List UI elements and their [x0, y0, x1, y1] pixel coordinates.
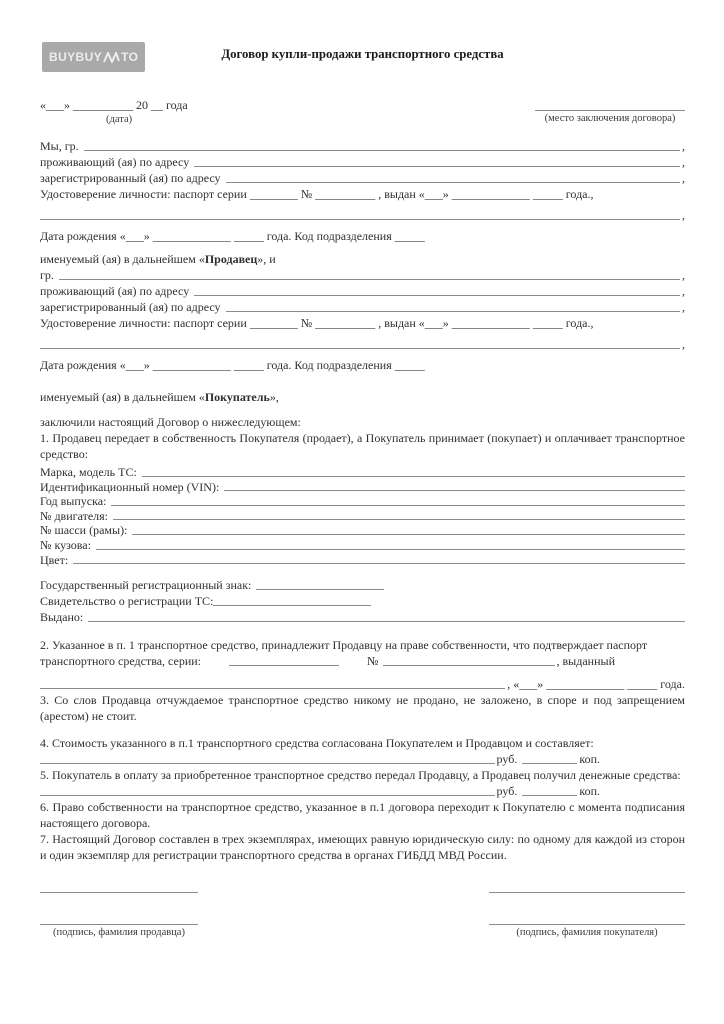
vin-blank: [224, 489, 685, 491]
buyer-registered-blank: [226, 310, 680, 312]
issued-label: Выдано:: [40, 610, 84, 625]
residing-label: проживающий (ая) по адресу: [40, 155, 190, 169]
date-blank-text: «___» __________ 20 __ года: [40, 98, 188, 112]
clause-5-amount-row: [40, 783, 600, 799]
buyer-intro-label: гр.: [40, 268, 54, 282]
color-label: Цвет:: [40, 552, 69, 567]
trailing-comma: ,: [682, 139, 685, 153]
buyer-naming-row: [40, 389, 685, 405]
clause-2-line1: 2. Указанное в п. 1 транспортное средство, принадлежит Продавцу на праве собственности, что подтверждает паспорт: [40, 638, 648, 653]
residing-label: проживающий (ая) по адресу: [40, 284, 190, 298]
place-field: [535, 97, 685, 125]
naming-prefix: именуемый (ая) в дальнейшем «: [40, 390, 205, 404]
registered-label: зарегистрированный (ая) по адресу: [40, 300, 221, 314]
logo-text-right: TO: [121, 50, 139, 64]
vehicle-field-row: [40, 538, 685, 553]
vehicle-field-row: [40, 553, 685, 568]
engine-no-label: № двигателя:: [40, 508, 108, 523]
seller-name-blank: [84, 149, 680, 151]
year-label: Год выпуска:: [40, 494, 107, 509]
place-caption: (место заключения договора): [544, 113, 676, 124]
document-title: Договор купли-продажи транспортного средства: [221, 47, 504, 61]
logo-av-chevron-icon: [103, 52, 120, 63]
make-model-label: Марка, модель ТС:: [40, 465, 137, 479]
buyer-signature-line-1: [489, 892, 685, 893]
buyer-name-row: [40, 267, 685, 283]
date-field: [40, 97, 188, 126]
body-no-blank: [96, 548, 685, 550]
issued-by-label: , выданный: [556, 654, 615, 669]
seller-identity-row: Удостоверение личности: паспорт серии ________ № __________ , выдан «___» _____________ _____ года.,: [40, 187, 594, 201]
rub-label: руб.: [496, 784, 518, 799]
naming-prefix: именуемый (ая) в дальнейшем «: [40, 252, 205, 266]
vehicle-field-row: [40, 494, 685, 509]
clause-7-text: 7. Настоящий Договор составлен в трех экземплярах, имеющих равную юридическую силу: по одному для каждой из сторон и один экземпляр для регистрации транспортного средства в органах ГИБДД МВД России.: [40, 832, 685, 863]
buyer-signature-block: [489, 878, 685, 939]
buyer-signature-caption: (подпись, фамилия покупателя): [516, 927, 658, 939]
amount-blank: [40, 794, 495, 796]
reg-cert-blank: [213, 604, 371, 606]
series-blank: [229, 664, 339, 666]
year-blank: [111, 504, 685, 506]
vehicle-fields: [40, 465, 685, 567]
issuer-blank: [40, 687, 505, 689]
seller-signature-line-1: [40, 892, 198, 893]
trailing-comma: ,: [682, 208, 685, 222]
vehicle-field-row: [40, 509, 685, 524]
seller-registered-blank: [226, 181, 680, 183]
reg-cert-row: [40, 593, 685, 609]
seller-address-blank: [194, 165, 680, 167]
clause-4-amount-row: [40, 751, 600, 767]
trailing-comma: ,: [682, 155, 685, 169]
kopeck-blank: [522, 762, 577, 764]
seller-signature-block: [40, 878, 198, 939]
seller-naming-row: [40, 251, 685, 267]
trailing-comma: ,: [682, 300, 685, 314]
seller-term: Продавец: [204, 252, 258, 266]
reg-plate-blank: [256, 588, 384, 590]
clause-4-text: 4. Стоимость указанного в п.1 транспортного средства согласована Покупателем и Продавцом и составляет:: [40, 736, 594, 751]
series-label: транспортного средства, серии:: [40, 654, 201, 669]
seller-birth-row: Дата рождения «___» _____________ _____ года. Код подразделения _____: [40, 229, 425, 243]
buyer-registered-row: [40, 299, 685, 315]
buyer-name-blank: [59, 278, 680, 280]
vin-label: Идентификационный номер (VIN):: [40, 479, 220, 494]
preamble: заключили настоящий Договор о нижеследующем:: [40, 415, 301, 429]
date-and-place-row: [40, 97, 685, 126]
seller-signature-caption: (подпись, фамилия продавца): [53, 927, 185, 939]
seller-intro-label: Мы, гр.: [40, 139, 79, 153]
vehicle-field-row: [40, 480, 685, 495]
naming-suffix: », и: [257, 252, 276, 266]
buyer-address-row: [40, 283, 685, 299]
vehicle-field-row: [40, 465, 685, 480]
place-blank-line: [535, 97, 685, 111]
buyer-identity-row: Удостоверение личности: паспорт серии ________ № __________ , выдан «___» _____________ _____ года.,: [40, 316, 594, 330]
seller-identity-extra-row: [40, 207, 685, 223]
engine-no-blank: [113, 518, 685, 520]
number-sign: №: [367, 654, 379, 669]
kop-label: коп.: [579, 752, 600, 767]
buyer-address-blank: [194, 294, 680, 296]
seller-name-row: [40, 138, 685, 154]
buyer-signature-line-2: [489, 924, 685, 925]
make-model-blank: [142, 475, 685, 477]
reg-cert-label: Свидетельство о регистрации ТС:: [40, 594, 214, 609]
registered-label: зарегистрированный (ая) по адресу: [40, 171, 221, 185]
buyer-identity-extra-row: [40, 336, 685, 352]
clause-2-series-row: [40, 653, 615, 669]
body-no-label: № кузова:: [40, 537, 91, 552]
kop-label: коп.: [579, 784, 600, 799]
chassis-no-blank: [132, 533, 685, 535]
logo-text-left: BUYBUY: [49, 50, 103, 64]
reg-plate-row: [40, 577, 685, 593]
buyer-birth-row: Дата рождения «___» _____________ _____ года. Код подразделения _____: [40, 358, 425, 372]
reg-plate-label: Государственный регистрационный знак:: [40, 578, 252, 593]
naming-suffix: »,: [269, 390, 279, 404]
date-caption: (дата): [106, 114, 133, 125]
clause-5-text: 5. Покупатель в оплату за приобретенное транспортное средство передал Продавцу, а Продавец получил денежные средства:: [40, 768, 681, 783]
rub-label: руб.: [496, 752, 518, 767]
chassis-no-label: № шасси (рамы):: [40, 523, 128, 538]
trailing-comma: ,: [682, 268, 685, 282]
issued-row: [40, 609, 685, 625]
passport-number-blank: [383, 664, 554, 666]
signatures-row: [40, 878, 685, 939]
issued-blank: [88, 620, 685, 622]
trailing-comma: ,: [682, 284, 685, 298]
clause-1-text: 1. Продавец передает в собственность Покупателя (продает), а Покупатель принимает (покупает) и оплачивает транспортное средство:: [40, 431, 685, 461]
buybuyavto-logo: [42, 42, 145, 72]
color-blank: [73, 562, 685, 564]
seller-identity-blank: [40, 218, 680, 220]
seller-address-row: [40, 154, 685, 170]
vehicle-field-row: [40, 523, 685, 538]
seller-signature-line-2: [40, 924, 198, 925]
buyer-term: Покупатель: [204, 390, 270, 404]
seller-registered-row: [40, 170, 685, 186]
amount-blank: [40, 762, 495, 764]
clause-3-text: 3. Со слов Продавца отчуждаемое транспортное средство никому не продано, не заложено, в споре и под запрещением (арестом) не стоит.: [40, 693, 685, 724]
document-header: [40, 42, 685, 76]
trailing-comma: ,: [682, 171, 685, 185]
kopeck-blank: [522, 794, 577, 796]
trailing-comma: ,: [682, 337, 685, 351]
issue-date-text: , «___» _____________ _____ года.: [507, 677, 685, 692]
clause-2-issuer-row: [40, 676, 685, 692]
clause-6-text: 6. Право собственности на транспортное средство, указанное в п.1 договора переходит к Покупателю с момента подписания настоящего договора.: [40, 800, 685, 831]
buyer-identity-blank: [40, 347, 680, 349]
